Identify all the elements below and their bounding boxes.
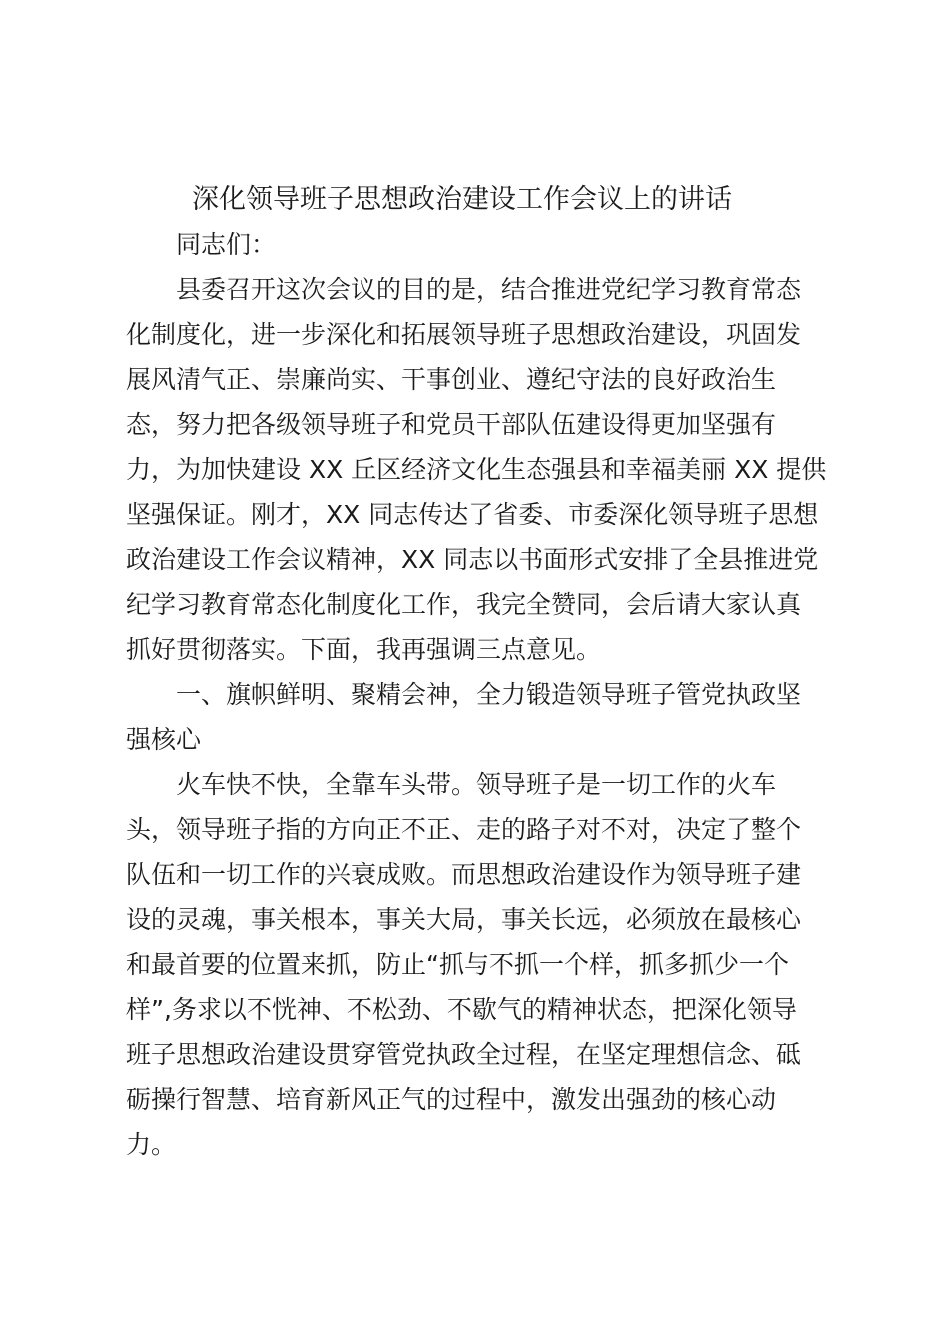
paragraph-2-line-5: 和最首要的位置来抓，防止“抓与不抓一个样，抓多抓少一个 — [126, 950, 789, 979]
document-title: 深化领导班子思想政治建设工作会议上的讲话 — [192, 184, 732, 215]
paragraph-2-line-9: 力。 — [126, 1130, 177, 1159]
paragraph-1-line-1: 县委召开这次会议的目的是，结合推进党纪学习教育常态 — [176, 275, 802, 304]
paragraph-1-line-7: 政治建设工作会议精神，XX 同志以书面形式安排了全县推进党 — [126, 545, 819, 574]
paragraph-2-line-4: 设的灵魂，事关根本，事关大局，事关长远，必须放在最核心 — [126, 905, 802, 934]
paragraph-2-line-6: 样”,务求以不恍神、不松劲、不歇气的精神状态，把深化领导 — [126, 995, 797, 1024]
paragraph-1-line-3: 展风清气正、崇廉尚实、干事创业、遵纪守法的良好政治生 — [126, 365, 777, 394]
paragraph-2-line-3: 队伍和一切工作的兴衰成败。而思想政治建设作为领导班子建 — [126, 860, 802, 889]
section-1-heading-line-1: 一、旗帜鲜明、聚精会神，全力锻造领导班子管党执政坚 — [176, 680, 802, 709]
paragraph-1-line-6: 坚强保证。刚才，XX 同志传达了省委、市委深化领导班子思想 — [126, 500, 819, 529]
paragraph-1-line-8: 纪学习教育常态化制度化工作，我完全赞同，会后请大家认真 — [126, 590, 802, 619]
paragraph-1-line-9: 抓好贯彻落实。下面，我再强调三点意见。 — [126, 635, 602, 664]
paragraph-2-line-7: 班子思想政治建设贯穿管党执政全过程，在坚定理想信念、砥 — [126, 1040, 802, 1069]
section-1-heading-line-2: 强核心 — [126, 725, 202, 754]
paragraph-2-line-1: 火车快不快，全靠车头带。领导班子是一切工作的火车 — [176, 770, 777, 799]
paragraph-2-line-2: 头，领导班子指的方向正不正、走的路子对不对，决定了整个 — [126, 815, 802, 844]
paragraph-2-line-8: 砺操行智慧、培育新风正气的过程中，激发出强劲的核心动 — [126, 1085, 777, 1114]
paragraph-1-line-2: 化制度化，进一步深化和拓展领导班子思想政治建设，巩固发 — [126, 320, 802, 349]
salutation-line: 同志们： — [176, 230, 277, 259]
paragraph-1-line-5: 力，为加快建设 XX 丘区经济文化生态强县和幸福美丽 XX 提供 — [126, 455, 827, 484]
paragraph-1-line-4: 态，努力把各级领导班子和党员干部队伍建设得更加坚强有 — [126, 410, 777, 439]
